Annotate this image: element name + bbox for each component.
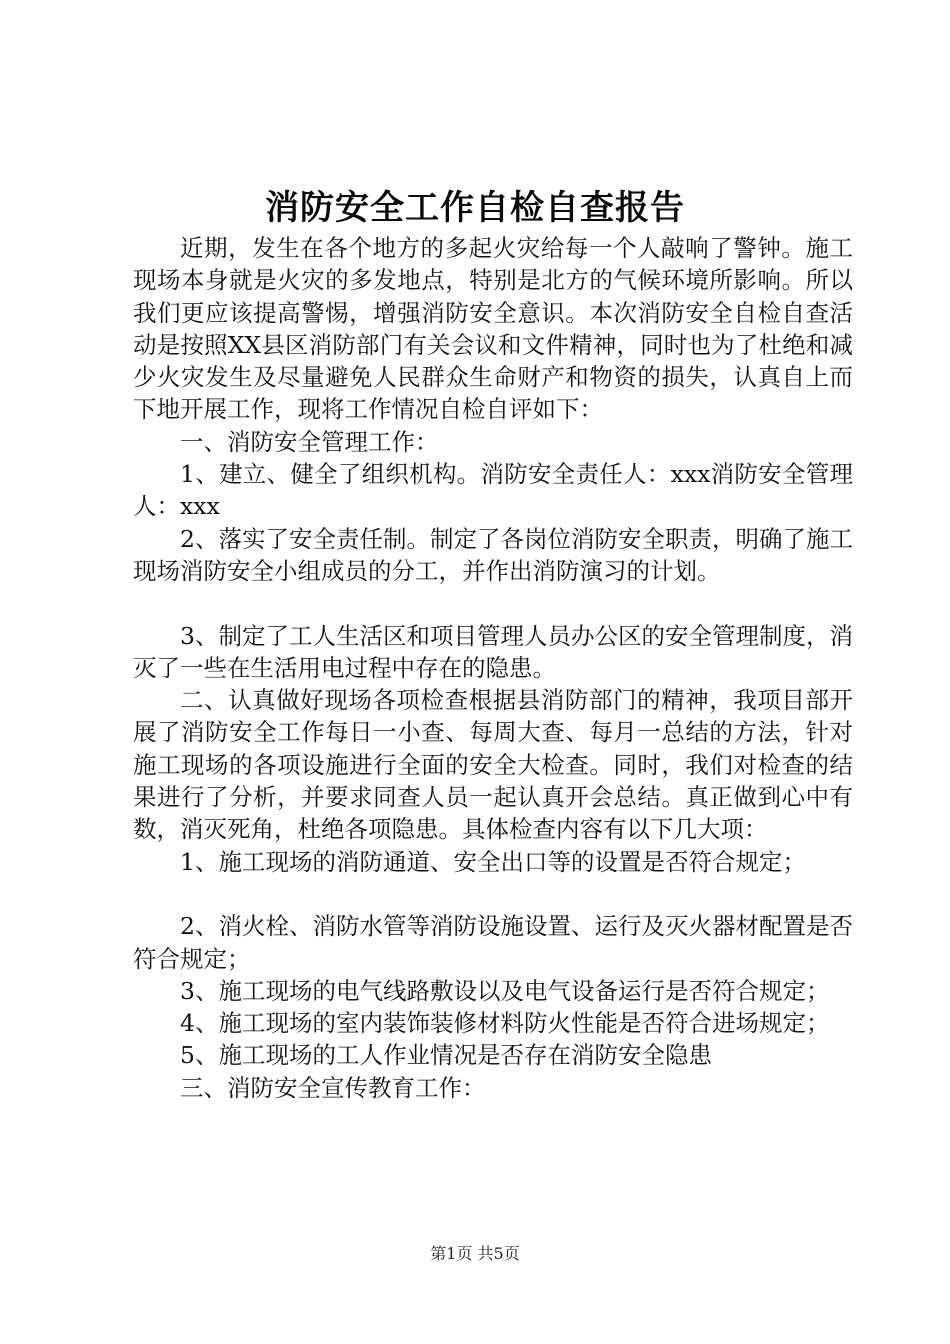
paragraph-safety-rules: 3、制定了工人生活区和项目管理人员办公区的安全管理制度，消灭了一些在生活用电过程中存在的隐患。 [133, 621, 853, 682]
list-item-hydrants: 2、消火栓、消防水管等消防设施设置、运行及灭火器材配置是否符合规定； [133, 912, 853, 973]
document-body [133, 232, 853, 1104]
paragraph-spacer [133, 587, 853, 619]
page-number-footer: 第1页 共5页 [430, 1244, 520, 1263]
paragraph-intro: 近期，发生在各个地方的多起火灾给每一个人敲响了警钟。施工现场本身就是火灾的多发地点，特别是北方的气候环境所影响。所以我们更应该提高警惕，增强消防安全意识。本次消防安全自检自查活动是按照XX县区消防部门有关会议和文件精神，同时也为了杜绝和减少火灾发生及尽量避免人民群众生命财产和物资的损失，认真自上而下地开展工作，现将工作情况自检自评如下： [133, 234, 853, 424]
list-item-materials: 4、施工现场的室内装饰装修材料防火性能是否符合进场规定； [180, 1009, 830, 1038]
paragraph-spacer [133, 878, 853, 910]
paragraph-responsibility: 2、落实了安全责任制。制定了各岗位消防安全职责，明确了施工现场消防安全小组成员的分工，并作出消防演习的计划。 [133, 524, 853, 585]
paragraph-organization: 1、建立、健全了组织机构。消防安全责任人：xxx消防安全管理人：xxx [133, 460, 853, 521]
list-item-fire-exits: 1、施工现场的消防通道、安全出口等的设置是否符合规定； [180, 847, 806, 876]
section-heading-management: 一、消防安全管理工作： [180, 427, 439, 456]
section-heading-education: 三、消防安全宣传教育工作： [180, 1073, 486, 1102]
section-heading-inspection: 二、认真做好现场各项检查根据县消防部门的精神，我项目部开展了消防安全工作每日一小查、每周大查、每月一总结的方法，针对施工现场的各项设施进行全面的安全大检查。同时，我们对检查的结果进行了分析，并要求同查人员一起认真开会总结。真正做到心中有数，消灭死角，杜绝各项隐患。具体检查内容有以下几大项： [133, 686, 853, 844]
list-item-electrical: 3、施工现场的电气线路敷设以及电气设备运行是否符合规定； [180, 976, 830, 1005]
list-item-workers: 5、施工现场的工人作业情况是否存在消防安全隐患 [180, 1041, 712, 1070]
document-title: 消防安全工作自检自查报告 [265, 188, 685, 228]
